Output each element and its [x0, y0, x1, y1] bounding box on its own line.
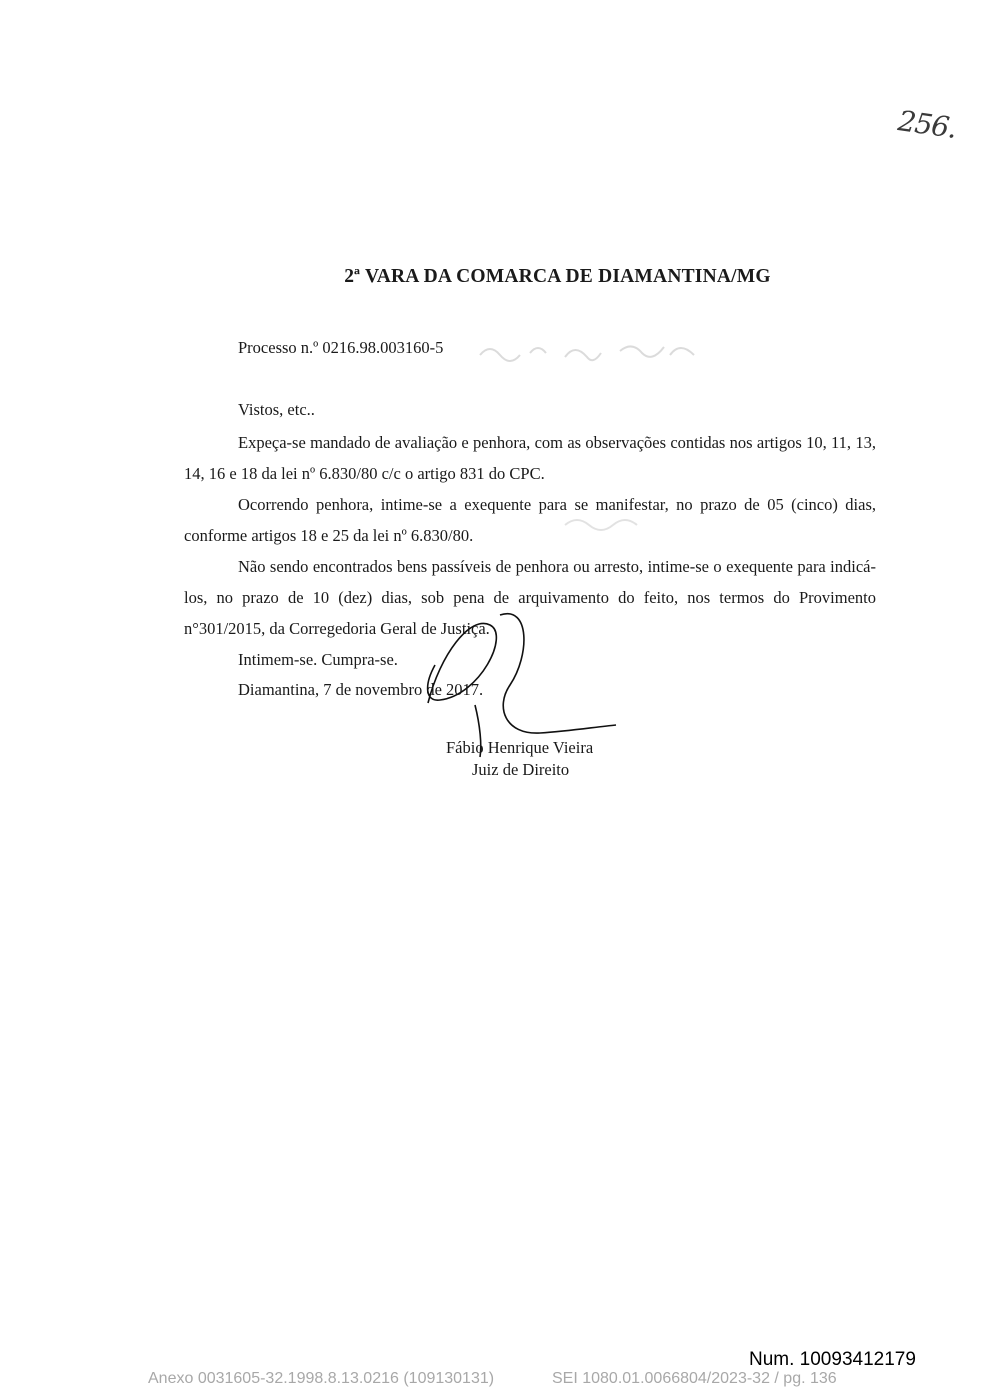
body-paragraph — [184, 489, 876, 551]
court-heading: 2ª VARA DA COMARCA DE DIAMANTINA/MG — [344, 266, 771, 287]
place-date: Diamantina, 7 de novembro de 2017. — [238, 680, 484, 699]
paragraph-3: Não sendo encontrados bens passíveis de penhora ou arresto, intime-se o exequente para indicá-los, no prazo de 10 (dez) dias, sob pena de arquivamento do feito, nos termos do Provimento n°301/2015, da Corregedoria Geral de Justiça. — [184, 557, 876, 638]
sei-reference: SEI 1080.01.0066804/2023-32 / pg. 136 — [552, 1370, 837, 1387]
body-paragraph — [184, 427, 876, 489]
paragraph-1: Expeça-se mandado de avaliação e penhora, com as observações contidas nos artigos 10, 11, 13, 14, 16 e 18 da lei nº 6.830/80 c/c o artigo 831 do CPC. — [184, 433, 876, 483]
process-number: Processo n.º 0216.98.003160-5 — [238, 338, 444, 357]
page-number-stamp: 256. — [895, 104, 959, 145]
paragraph-2: Ocorrendo penhora, intime-se a exequente para se manifestar, no prazo de 05 (cinco) dias, conforme artigos 18 e 25 da lei nº 6.830/80. — [184, 495, 876, 545]
annex-reference: Anexo 0031605-32.1998.8.13.0216 (109130131) — [148, 1370, 495, 1387]
document-number: Num. 10093412179 — [749, 1349, 916, 1370]
bleed-through-mark — [470, 325, 710, 375]
closing-line: Intimem-se. Cumpra-se. — [238, 650, 398, 669]
signer-name: Fábio Henrique Vieira — [446, 738, 594, 757]
greeting: Vistos, etc.. — [238, 400, 315, 419]
signer-role: Juiz de Direito — [472, 760, 570, 779]
